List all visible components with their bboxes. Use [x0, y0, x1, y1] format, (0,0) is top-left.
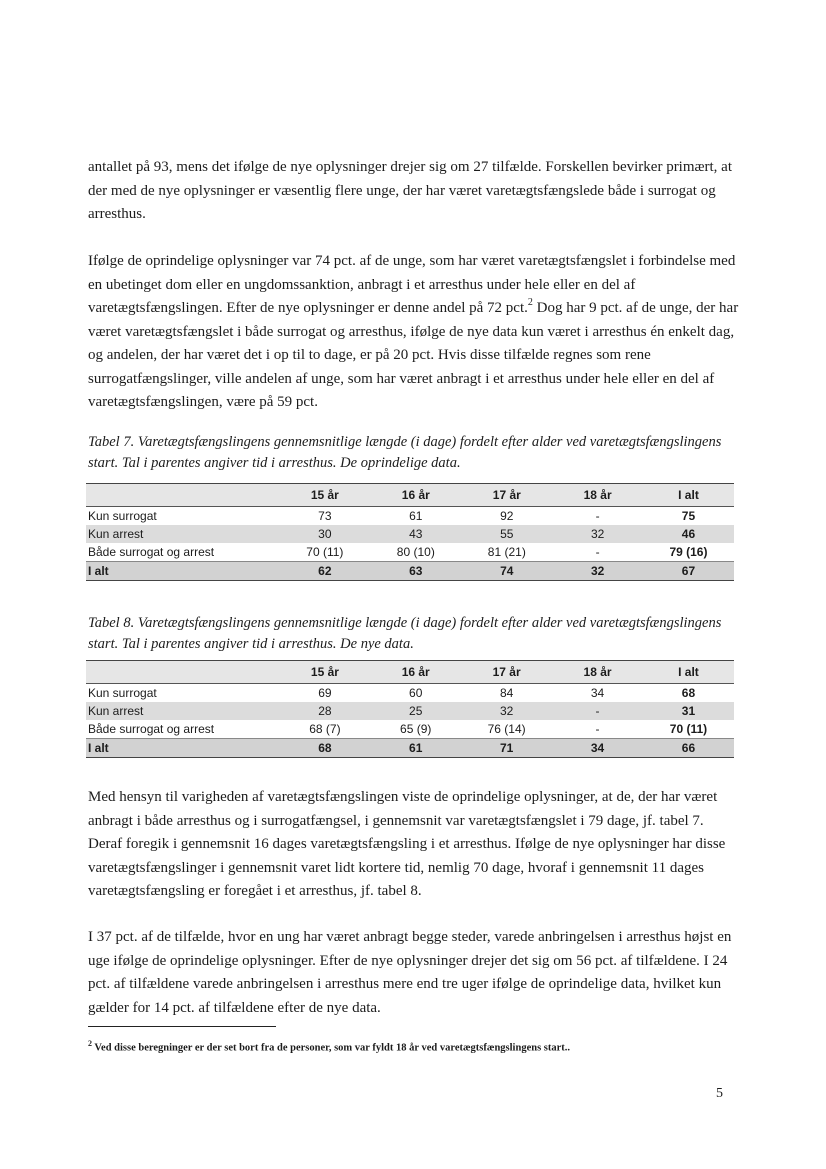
table-cell: 32 [552, 562, 643, 581]
table-cell: 30 [279, 525, 370, 543]
row-label: Kun surrogat [88, 686, 157, 700]
table-header-cell: 15 år [280, 661, 371, 684]
table-cell: 71 [461, 739, 552, 758]
paragraph-4: I 37 pct. af de tilfælde, hvor en ung har været anbragt begge steder, varede anbringelsen i arresthus højst en uge ifølge de oprindelige oplysninger. Efter de nye oplysninger drejer det sig om 56 pct. af tilfældene. I 24 pct. af tilfældene varede anbringelsen i arresthus mere end tre uger ifølge de oprindelige data, hvilket kun gælder for 14 pct. af tilfældene efter de nye data. [88, 929, 732, 1016]
table-row [86, 684, 734, 703]
row-label: I alt [86, 739, 280, 758]
paragraph-2-continued: Dog har 9 pct. af de unge, der har været varetægtsfængslet i både surrogat og arresthus, ifølge de nye data kun været i arresthus én enkelt dag, og andelen, der har været det i op til to dage, er på 20 pct. Hvis disse tilfælde regnes som rene surrogatfængslinger, ville andelen af unge, som har været anbragt i et arresthus under hele eller en del af varetægtsfængslingen, være på 59 pct. [88, 300, 739, 410]
table-cell: 66 [643, 739, 734, 758]
row-label: I alt [86, 562, 279, 581]
table-cell: 73 [318, 509, 332, 523]
paragraph-3: Med hensyn til varigheden af varetægtsfængslingen viste de oprindelige oplysninger, at de, der har været anbragt i både arresthus og i surrogatfængsel, i gennemsnit var varetægtsfængslet i 79 dage, jf. tabel 7. Deraf foregik i gennemsnit 16 dages varetægtsfængsling i et arresthus. Ifølge de nye oplysninger har disse varetægtsfængslinger i gennemsnit varet lidt kortere tid, nemlig 70 dage, hvoraf i gennemsnit 11 dages varetægtsfængsling er foregået i et arresthus, jf. tabel 8. [88, 789, 726, 899]
footnote-reference: 2 [527, 297, 533, 308]
table-cell: 75 [681, 509, 696, 523]
table-cell: 65 (9) [400, 722, 432, 736]
table-header-cell: 17 år [461, 661, 552, 684]
page-number: 5 [716, 1086, 723, 1101]
footnote-divider [88, 1026, 276, 1027]
table-cell: 60 [409, 686, 423, 700]
table-cell: 80 (10) [396, 545, 435, 559]
paragraph-2-text: Ifølge de oprindelige oplysninger var 74 pct. af de unge, som har været varetægtsfængslet i forbindelse med en ubetinget dom eller en ungdomssanktion, anbragt i et arresthus under hele eller en del af varetægtsfængslingen. Efter de nye oplysninger er denne andel på 72 pct. [88, 253, 736, 316]
paragraph-1: antallet på 93, mens det ifølge de nye oplysninger drejer sig om 27 tilfælde. Forskellen bevirker primært, at der med de nye oplysninger er væsentlig flere unge, der har været varetægtsfængslede både i surrogat og arresthus. [88, 159, 733, 222]
table-cell: 79 (16) [669, 545, 708, 559]
table-8 [86, 660, 734, 758]
table-total-row [86, 562, 734, 581]
table-cell: 34 [552, 739, 643, 758]
table-cell: 69 [318, 686, 332, 700]
row-label: Kun arrest [86, 525, 279, 543]
table-8-caption: Tabel 8. Varetægtsfængslingens gennemsnitlige længde (i dage) fordelt efter alder ved varetægtsfængslingens start. Tal i parentes angiver tid i arresthus. De nye data. [88, 615, 722, 652]
table-cell: - [595, 545, 600, 559]
footnote-marker: 2 [88, 1039, 92, 1048]
table-cell: - [595, 509, 600, 523]
paragraph-2 [88, 250, 740, 415]
table-cell: 55 [461, 525, 552, 543]
table-header-cell: I alt [643, 661, 734, 684]
table-cell: 63 [370, 562, 461, 581]
row-label: Både surrogat og arrest [88, 722, 215, 736]
table-cell: 43 [370, 525, 461, 543]
footnote-text: Ved disse beregninger er der set bort fra de personer, som var fyldt 18 år ved varetægtsfængslingens start.. [92, 1042, 571, 1054]
table-cell: 70 (11) [669, 722, 708, 736]
table-header-cell: 15 år [279, 484, 370, 507]
table-cell: 81 (21) [487, 545, 526, 559]
table-row [86, 720, 734, 739]
table-cell: 32 [461, 702, 552, 720]
table-header-cell: 17 år [461, 484, 552, 507]
table-cell: 61 [370, 739, 461, 758]
table-header-cell: 16 år [370, 661, 461, 684]
table-cell: 84 [499, 686, 514, 700]
row-label: Kun surrogat [88, 509, 157, 523]
footnote [88, 1037, 738, 1056]
table-row [86, 702, 734, 720]
table-cell: 25 [370, 702, 461, 720]
table-header-row [86, 484, 734, 507]
row-label: Kun arrest [86, 702, 280, 720]
table-cell: 61 [409, 509, 423, 523]
table-cell: 76 (14) [487, 722, 526, 736]
table-header-cell [86, 661, 280, 684]
table-cell: 62 [279, 562, 370, 581]
table-header-cell: 18 år [552, 484, 643, 507]
table-row [86, 525, 734, 543]
table-row [86, 507, 734, 526]
table-row [86, 543, 734, 562]
table-cell: 92 [500, 509, 514, 523]
row-label: Både surrogat og arrest [88, 545, 215, 559]
table-header-cell: I alt [643, 484, 734, 507]
table-cell: 68 [280, 739, 371, 758]
table-cell: - [552, 702, 643, 720]
table-cell: 74 [461, 562, 552, 581]
table-cell: 34 [590, 686, 605, 700]
table-cell: 68 [681, 686, 696, 700]
table-header-row [86, 661, 734, 684]
table-header-cell [86, 484, 279, 507]
table-header-cell: 16 år [370, 484, 461, 507]
table-cell: 70 (11) [306, 545, 344, 559]
table-7 [86, 483, 734, 581]
table-7-caption: Tabel 7. Varetægtsfængslingens gennemsnitlige længde (i dage) fordelt efter alder ved varetægtsfængslingens start. Tal i parentes angiver tid i arresthus. De oprindelige data. [88, 434, 722, 471]
table-cell: 68 (7) [309, 722, 341, 736]
table-cell: 67 [643, 562, 734, 581]
table-cell: 32 [552, 525, 643, 543]
table-header-cell: 18 år [552, 661, 643, 684]
table-cell: - [595, 722, 600, 736]
table-cell: 28 [280, 702, 371, 720]
table-cell: 46 [643, 525, 734, 543]
table-cell: 31 [643, 702, 734, 720]
table-total-row [86, 739, 734, 758]
